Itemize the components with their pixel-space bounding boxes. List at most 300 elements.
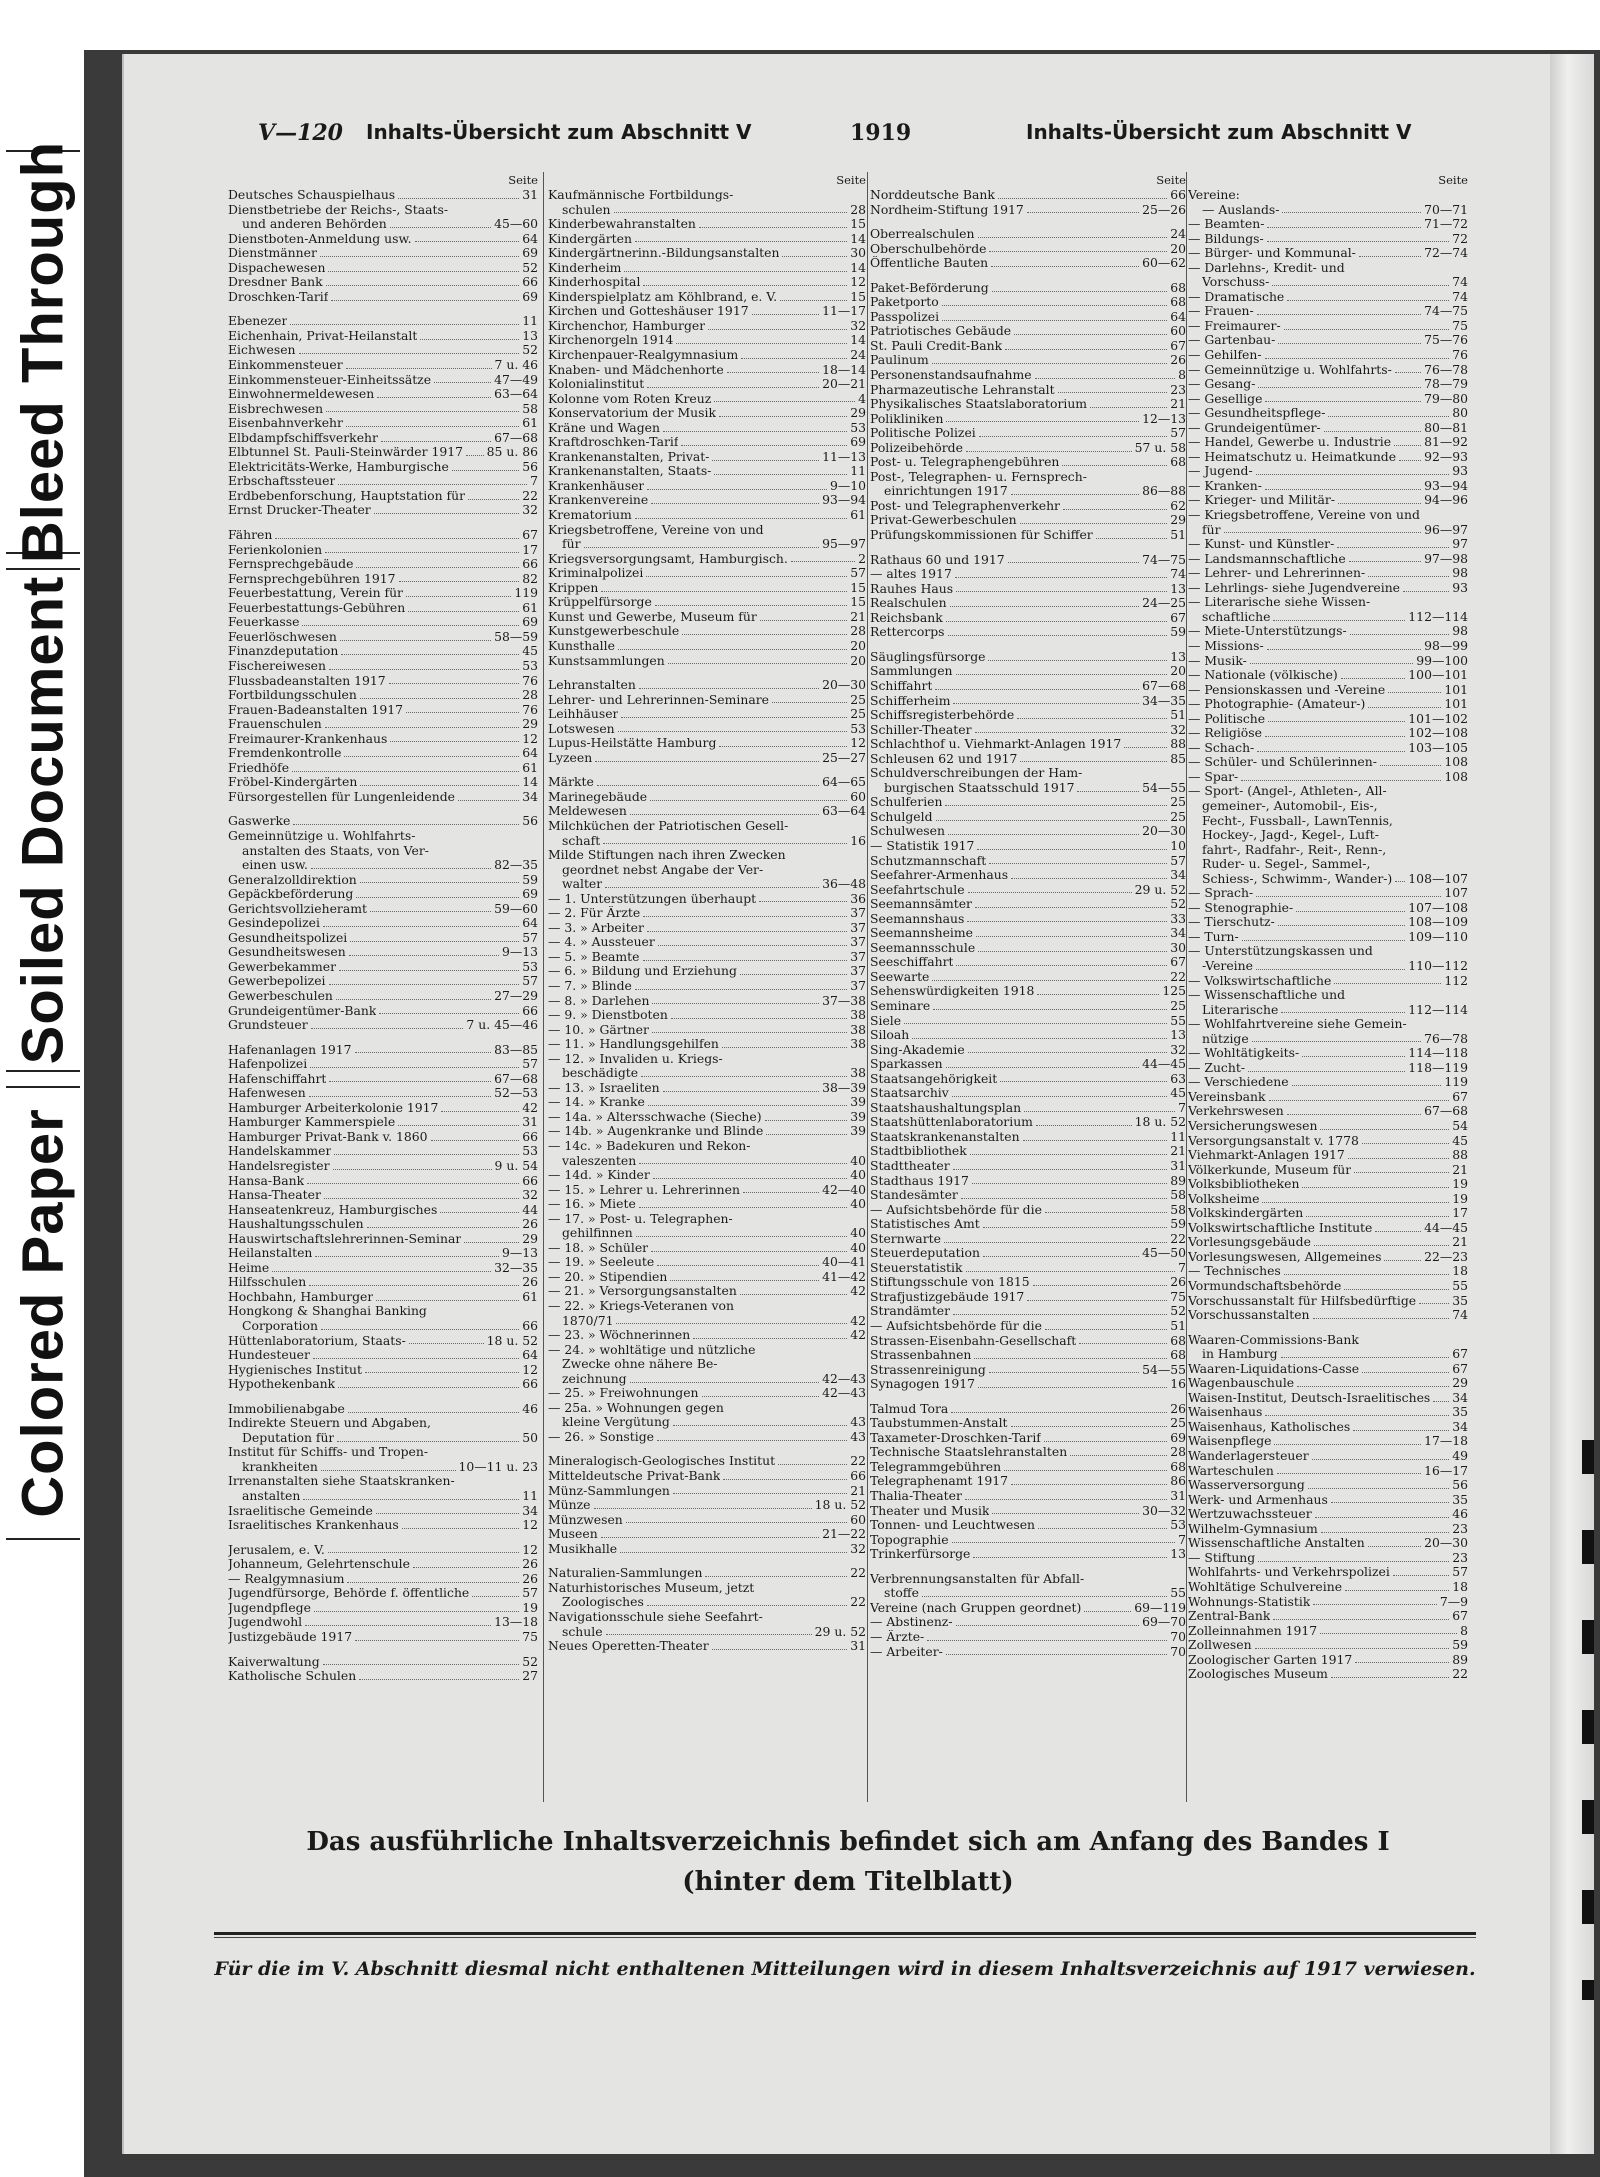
leader-dots (315, 1256, 499, 1257)
entry-title: Heilanstalten (228, 1246, 313, 1261)
index-entry (228, 1290, 538, 1305)
index-entry (548, 848, 866, 863)
index-entry (548, 654, 866, 669)
entry-title: Hafenschiffahrt (228, 1071, 327, 1086)
entry-page: 32 (1170, 721, 1186, 737)
running-head (258, 114, 1438, 154)
index-entry (1188, 217, 1468, 232)
leader-dots (1284, 329, 1450, 330)
entry-page: 25 (1170, 1415, 1186, 1431)
entry-title: Fürsorgestellen für Lungenleidende (228, 789, 455, 804)
leader-dots (1267, 241, 1449, 242)
leader-dots (302, 625, 519, 626)
leader-dots (1349, 561, 1421, 562)
entry-page: 8 (1178, 367, 1186, 383)
entry-title: Knaben- und Mädchenhorte (548, 362, 724, 377)
leader-dots (966, 1271, 1176, 1272)
entry-page: 26 (522, 1216, 538, 1232)
index-entry (228, 945, 538, 960)
entry-page: 20 (1170, 663, 1186, 679)
entry-title: Feuerbestattung, Verein für (228, 586, 403, 601)
entry-title: Justizgebäude 1917 (228, 1629, 353, 1644)
index-entry (1188, 450, 1468, 465)
index-entry (1188, 843, 1468, 858)
entry-title: Ernst Drucker-Theater (228, 503, 371, 518)
entry-title: nützige (1202, 1031, 1249, 1046)
entry-title: Wohlfahrts- und Verkehrspolizei (1188, 1565, 1390, 1580)
entry-title: Kriegsversorgungsamt, Hamburgisch. (548, 551, 788, 566)
entry-page: 15 (850, 216, 866, 232)
entry-page: 17 (522, 541, 538, 557)
index-entry (548, 1154, 866, 1169)
index-entry (870, 868, 1186, 883)
index-entry (870, 941, 1186, 956)
leader-dots (350, 941, 519, 942)
leader-dots (975, 907, 1167, 908)
entry-title: Oberrealschulen (870, 227, 975, 242)
index-entry (1188, 814, 1468, 829)
entry-gap (228, 1033, 538, 1043)
index-entry (870, 227, 1186, 242)
leader-dots (1394, 445, 1421, 446)
leader-dots (1331, 1677, 1449, 1678)
entry-page: 82—35 (494, 857, 538, 873)
index-entry (1188, 203, 1468, 218)
entry-title: — 26. » Sonstige (548, 1429, 654, 1444)
entry-title: Generalzolldirektion (228, 872, 357, 887)
entry-page: 11—13 (822, 448, 866, 464)
entry-page: 34 (522, 788, 538, 804)
index-entry (870, 1159, 1186, 1174)
entry-title: — Heimatschutz u. Heimatkunde (1188, 449, 1397, 464)
entry-title: — 25. » Freiwohnungen (548, 1386, 699, 1401)
entry-page: 20 (850, 637, 866, 653)
leader-dots (1362, 1372, 1449, 1373)
entry-title: Dienstboten-Anmeldung usw. (228, 231, 412, 246)
entry-title: Prüfungskommissionen für Schiffer (870, 528, 1093, 543)
entry-page: 67 (522, 527, 538, 543)
page-number: V—120 (258, 120, 343, 146)
entry-title: — Wohlfahrtvereine siehe Gemein- (1188, 1017, 1407, 1032)
entry-title: — Jugend- (1188, 464, 1253, 479)
leader-dots (966, 451, 1132, 452)
leader-dots (646, 576, 847, 577)
entry-page: 107 (1444, 885, 1468, 901)
entry-page: 42—40 (822, 1181, 866, 1197)
entry-page: 13 (1170, 648, 1186, 664)
entry-page: 15 (850, 288, 866, 304)
leader-dots (693, 1338, 847, 1339)
entry-page: 85 (1170, 750, 1186, 766)
index-entry (1188, 886, 1468, 901)
index-entry (1188, 712, 1468, 727)
entry-page: 31 (522, 187, 538, 202)
index-entry (1188, 304, 1468, 319)
leader-dots (409, 1343, 484, 1344)
leader-dots (399, 581, 520, 582)
index-entry (548, 892, 866, 907)
index-entry (228, 1504, 538, 1519)
index-entry (548, 508, 866, 523)
entry-page: 9—13 (501, 1245, 538, 1261)
index-entry (548, 1625, 866, 1640)
index-entry (1188, 188, 1468, 203)
entry-gap (228, 1645, 538, 1655)
entry-page: 29 (522, 716, 538, 732)
leader-dots (1368, 1546, 1421, 1547)
entry-title: Elektricitäts-Werke, Hamburgische (228, 459, 449, 474)
leader-dots (1278, 343, 1421, 344)
entry-page: 60 (850, 788, 866, 804)
leader-dots (1090, 407, 1167, 408)
entry-page: 57 (522, 973, 538, 989)
index-entry (870, 1028, 1186, 1043)
index-entry (228, 814, 538, 829)
entry-title: Corporation (242, 1319, 318, 1334)
entry-page: 99—100 (1416, 652, 1468, 668)
index-entry (548, 678, 866, 693)
leader-dots (376, 1513, 519, 1514)
leader-dots (647, 489, 827, 490)
index-entry (1188, 1624, 1468, 1639)
index-entry (870, 582, 1186, 597)
index-entry (228, 717, 538, 732)
index-entry (870, 1348, 1186, 1363)
index-entry (548, 493, 866, 508)
leader-dots (932, 363, 1167, 364)
entry-title: Hüttenlaboratorium, Staats- (228, 1333, 406, 1348)
leader-dots (719, 416, 847, 417)
leader-dots (1014, 334, 1167, 335)
leader-dots (1241, 780, 1441, 781)
entry-title: — 24. » wohltätige und nützliche (548, 1342, 756, 1357)
entry-title: — Musik- (1188, 653, 1247, 668)
entry-title: — Handel, Gewerbe u. Industrie (1188, 435, 1392, 450)
index-entry (870, 723, 1186, 738)
leader-dots (321, 1470, 456, 1471)
entry-page: 7 (1178, 1259, 1186, 1275)
entry-page: 32 (850, 317, 866, 333)
entry-title: Mitteldeutsche Privat-Bank (548, 1469, 721, 1484)
index-entry (228, 1246, 538, 1261)
index-entry (870, 897, 1186, 912)
leader-dots (668, 663, 848, 664)
leader-dots (1250, 663, 1413, 664)
entry-page: 34 (1452, 1389, 1468, 1405)
leader-dots (1321, 1532, 1449, 1533)
entry-page: 67—68 (1142, 677, 1186, 693)
leader-dots (1036, 1125, 1132, 1126)
leader-dots (652, 1003, 819, 1004)
entry-page: 35 (1452, 1491, 1468, 1507)
entry-title: — 10. » Gärtner (548, 1022, 649, 1037)
leader-dots (339, 970, 519, 971)
index-entry (870, 310, 1186, 325)
leader-dots (1258, 387, 1421, 388)
entry-title: Feuerlöschwesen (228, 629, 337, 644)
leader-dots (1096, 538, 1167, 539)
index-entry (228, 1572, 538, 1587)
entry-title: Sparkassen (870, 1057, 943, 1072)
entry-title: — 18. » Schüler (548, 1240, 649, 1255)
index-entry (1188, 1653, 1468, 1668)
entry-title: Viehmarkt-Anlagen 1917 (1188, 1148, 1345, 1163)
entry-page: 71—72 (1424, 216, 1468, 232)
entry-page: 15 (850, 594, 866, 610)
index-entry (1188, 1090, 1468, 1105)
index-entry (228, 503, 538, 518)
entry-page: 37—38 (822, 992, 866, 1008)
entry-page: 40 (850, 1167, 866, 1183)
entry-page: 64 (522, 745, 538, 761)
index-entry (548, 1197, 866, 1212)
leader-dots (374, 513, 520, 514)
index-entry (548, 1226, 866, 1241)
entry-title: Hansa-Bank (228, 1173, 305, 1188)
index-entry (1188, 1294, 1468, 1309)
entry-title: Erbschaftssteuer (228, 474, 336, 489)
entry-page: 21 (1452, 1234, 1468, 1250)
index-entry (1188, 1075, 1468, 1090)
entry-page: 25 (1170, 997, 1186, 1013)
index-entry (870, 1057, 1186, 1072)
entry-page: 22 (850, 1453, 866, 1469)
entry-title: Eisenbahnverkehr (228, 416, 343, 431)
index-entry (1188, 668, 1468, 683)
entry-page: 38 (850, 1021, 866, 1037)
entry-title: Krippen (548, 580, 599, 595)
index-entry (870, 1474, 1186, 1489)
entry-page: 69 (1170, 1429, 1186, 1445)
index-entry (228, 989, 538, 1004)
entry-title: Hochbahn, Hamburger (228, 1289, 374, 1304)
index-entry (228, 1261, 538, 1276)
entry-title: Gaswerke (228, 814, 291, 829)
entry-page: 45 (522, 643, 538, 659)
entry-page: 109—110 (1408, 928, 1468, 944)
leader-dots (673, 1425, 847, 1426)
index-entry (548, 1357, 866, 1372)
entry-title: Kirchenpauer-Realgymnasium (548, 348, 739, 363)
index-entry (1188, 1333, 1468, 1348)
index-entry (228, 329, 538, 344)
index-entry (870, 1246, 1186, 1261)
entry-title: Krankenvereine (548, 493, 649, 508)
leader-dots (989, 1372, 1139, 1373)
leader-dots (702, 1396, 820, 1397)
entry-title: Staatskrankenanstalten (870, 1129, 1020, 1144)
index-entry (870, 1275, 1186, 1290)
entry-title: Feuerbestattungs-Gebühren (228, 600, 406, 615)
entry-title: — 25a. » Wohnungen gegen (548, 1400, 724, 1415)
entry-page: 36 (850, 890, 866, 906)
leader-dots (1267, 227, 1421, 228)
entry-page: 57 (522, 1056, 538, 1072)
leader-dots (946, 421, 1139, 422)
leader-dots (705, 1576, 847, 1577)
entry-page: 11 (1170, 1128, 1186, 1144)
leader-dots (951, 1412, 1167, 1413)
index-entry (1188, 944, 1468, 959)
entry-page: 38 (850, 1007, 866, 1023)
entry-page: 7 (1178, 1099, 1186, 1115)
leader-dots (778, 1464, 847, 1465)
index-entry (1188, 552, 1468, 567)
entry-page: 68 (1170, 1347, 1186, 1363)
entry-page: 22 (522, 487, 538, 503)
entry-page: 18 u. 52 (814, 1497, 866, 1513)
entry-title: schule (562, 1624, 603, 1639)
index-entry (1188, 784, 1468, 799)
leader-dots (1287, 1114, 1421, 1115)
index-entry (1188, 755, 1468, 770)
entry-page: 57 (850, 565, 866, 581)
index-entry (548, 523, 866, 538)
entry-page: 10—11 u. 23 (458, 1458, 538, 1474)
leader-dots (1033, 1285, 1168, 1286)
entry-title: Einkommensteuer (228, 358, 343, 373)
index-entry (1188, 232, 1468, 247)
index-entry (228, 873, 538, 888)
leader-dots (1380, 765, 1441, 766)
index-entry (228, 1159, 538, 1174)
leader-dots (620, 1552, 847, 1553)
entry-page: 81—92 (1424, 434, 1468, 450)
leader-dots (948, 635, 1168, 636)
index-entry (228, 431, 538, 446)
leader-dots (1265, 736, 1405, 737)
entry-title: Kindergärten (548, 231, 632, 246)
index-entry (1188, 1434, 1468, 1449)
index-entry (548, 406, 866, 421)
leader-dots (652, 1032, 847, 1033)
leader-dots (1403, 591, 1449, 592)
entry-page: 44—45 (1424, 1219, 1468, 1235)
leader-dots (968, 1052, 1168, 1053)
index-entry (228, 790, 538, 805)
leader-dots (760, 620, 847, 621)
leader-dots (313, 1358, 519, 1359)
leader-dots (1011, 1484, 1167, 1485)
entry-page: 66 (522, 556, 538, 572)
entry-page: 14 (850, 332, 866, 348)
leader-dots (326, 285, 520, 286)
entry-page: 67—68 (494, 429, 538, 445)
leader-dots (603, 843, 847, 844)
index-entry (870, 839, 1186, 854)
leader-dots (1084, 1611, 1131, 1612)
entry-page: 108—107 (1408, 870, 1468, 886)
entry-title: Gerichtsvollzieheramt (228, 901, 367, 916)
entry-page: 59 (522, 871, 538, 887)
leader-dots (1252, 1041, 1421, 1042)
index-entry (870, 1334, 1186, 1349)
index-entry (870, 1363, 1186, 1378)
label-text: Soiled Document (10, 575, 76, 1065)
leader-dots (321, 1329, 519, 1330)
index-entry (1188, 1221, 1468, 1236)
leader-dots (1324, 431, 1421, 432)
label-bleed-through (6, 140, 80, 564)
index-entry (548, 1052, 866, 1067)
index-entry (1188, 1449, 1468, 1464)
entry-page: 31 (522, 1114, 538, 1130)
entry-page: 22 (850, 1594, 866, 1610)
leader-dots (740, 1294, 847, 1295)
entry-title: Vorschuss- (1202, 275, 1270, 290)
leader-dots (766, 1134, 847, 1135)
leader-dots (413, 1567, 519, 1568)
leader-dots (434, 382, 491, 383)
entry-title: Hamburger Arbeiterkolonie 1917 (228, 1100, 439, 1115)
edge-marks (1582, 1440, 1594, 2000)
leader-dots (1334, 983, 1441, 984)
entry-title: schaftliche (1202, 609, 1271, 624)
entry-page: 72—74 (1424, 245, 1468, 261)
column-rule (867, 172, 868, 1802)
index-entry (228, 358, 538, 373)
entry-page: 54 (1452, 1118, 1468, 1133)
entry-title: Musikhalle (548, 1541, 618, 1556)
entry-page: 19 (522, 1599, 538, 1615)
entry-gap (870, 640, 1186, 650)
leader-dots (1020, 761, 1167, 762)
index-entry (870, 1518, 1186, 1533)
entry-title: Schiffahrt (870, 678, 933, 693)
leader-dots (1024, 1111, 1175, 1112)
entry-page: 80—81 (1424, 419, 1468, 435)
leader-dots (1269, 1100, 1450, 1101)
entry-page: 7 u. 46 (494, 357, 538, 373)
index-entry (1188, 363, 1468, 378)
entry-page: 14 (850, 259, 866, 275)
leader-dots (398, 1125, 519, 1126)
index-entry (870, 1115, 1186, 1130)
leader-dots (1292, 1085, 1442, 1086)
entry-page: 32 (522, 502, 538, 518)
leader-dots (334, 1154, 519, 1155)
index-entry (870, 1504, 1186, 1519)
entry-page: 29 (1452, 1375, 1468, 1391)
entry-title: Schuldverschreibungen der Ham- (870, 766, 1083, 781)
entry-page: 63 (1170, 1070, 1186, 1086)
index-entry (228, 557, 538, 572)
leader-dots (1278, 925, 1406, 926)
index-entry (548, 479, 866, 494)
entry-title: Paketporto (870, 295, 939, 310)
entry-page: 97 (1452, 536, 1468, 552)
entry-page: 14 (850, 230, 866, 246)
entry-page: 38—39 (822, 1079, 866, 1095)
index-entry (870, 513, 1186, 528)
entry-page: 28 (850, 623, 866, 639)
index-entry (1188, 1148, 1468, 1163)
index-entry (228, 1489, 538, 1504)
entry-page: 32 (850, 1540, 866, 1556)
entry-page: 42—43 (822, 1385, 866, 1401)
entry-page: 103—105 (1408, 739, 1468, 755)
index-entry (548, 950, 866, 965)
index-entry (228, 1057, 538, 1072)
entry-title: Krankenhäuser (548, 478, 645, 493)
index-entry (1188, 639, 1468, 654)
index-entry (1188, 1478, 1468, 1493)
leader-dots (624, 271, 847, 272)
entry-page: 14 (522, 774, 538, 790)
leader-dots (323, 926, 519, 927)
entry-page: 59—60 (494, 900, 538, 916)
index-entry (870, 752, 1186, 767)
